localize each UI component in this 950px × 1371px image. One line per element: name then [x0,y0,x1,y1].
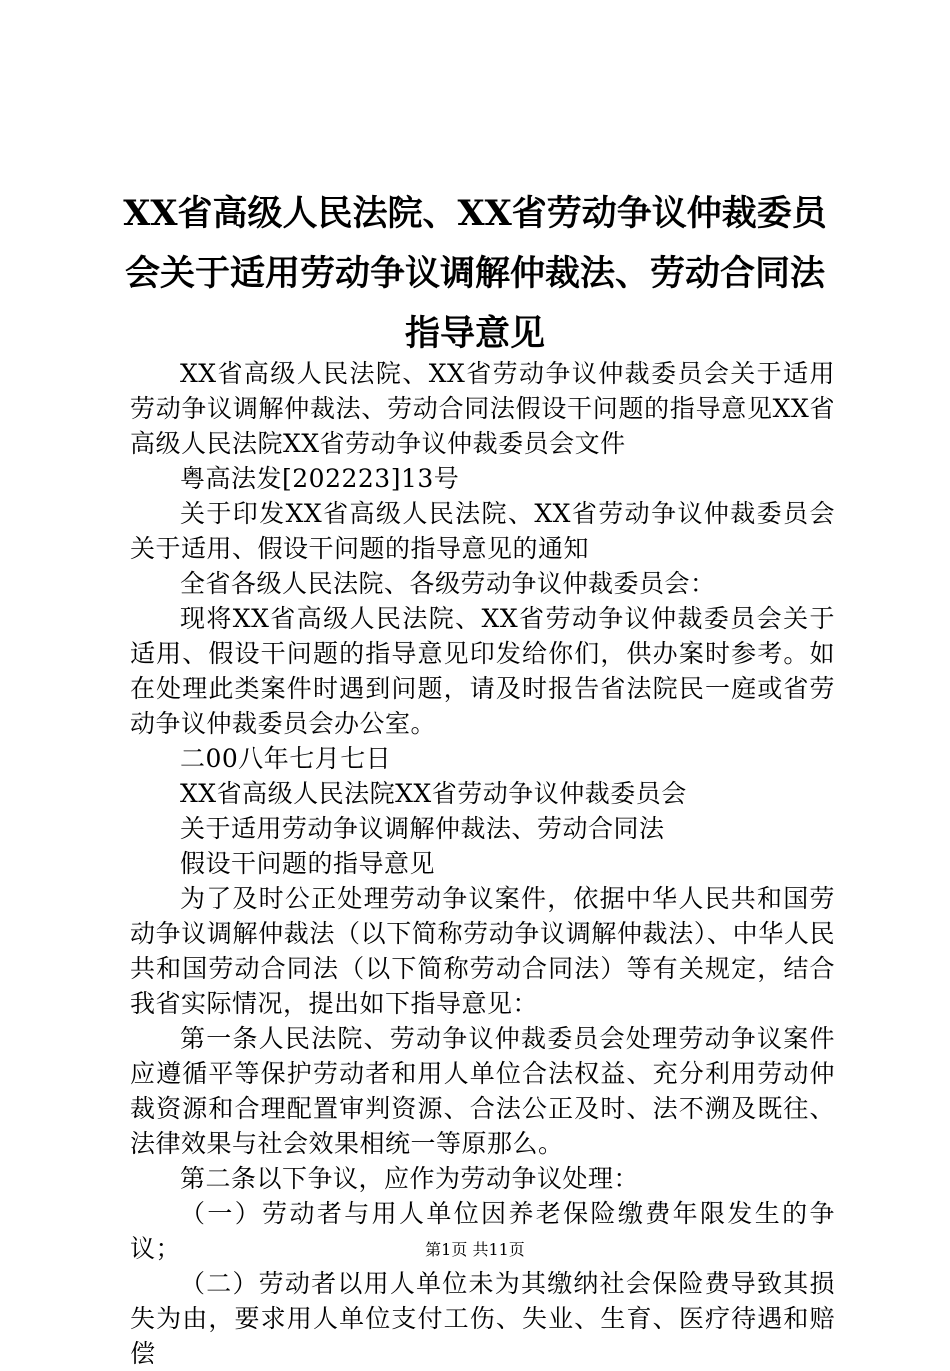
page-indicator: 第1页 共11页 [425,1240,525,1259]
page-footer [0,1240,950,1260]
paragraph: 关于适用劳动争议调解仲裁法、劳动合同法 [180,814,665,843]
document-body [130,356,835,1371]
paragraph: 粤高法发[202223]13号 [180,464,460,493]
paragraph: 全省各级人民法院、各级劳动争议仲裁委员会： [180,569,716,598]
paragraph: 假设干问题的指导意见 [180,849,436,878]
paragraph: （二）劳动者以用人单位未为其缴纳社会保险费导致其损失为由，要求用人单位支付工伤、失业、生育、医疗待遇和赔偿 [130,1269,835,1368]
paragraph: 第一条人民法院、劳动争议仲裁委员会处理劳动争议案件应遵循平等保护劳动者和用人单位合法权益、充分利用劳动仲裁资源和合理配置审判资源、合法公正及时、法不溯及既往、法律效果与社会效果相统一等原那么。 [130,1024,835,1158]
document-title: XX省高级人民法院、XX省劳动争议仲裁委员会关于适用劳动争议调解仲裁法、劳动合同法指导意见 [123,193,827,354]
paragraph: 二00八年七月七日 [180,744,392,773]
paragraph: 关于印发XX省高级人民法院、XX省劳动争议仲裁委员会关于适用、假设干问题的指导意见的通知 [130,499,835,563]
paragraph: XX省高级人民法院XX省劳动争议仲裁委员会 [180,779,687,808]
paragraph: 为了及时公正处理劳动争议案件，依据中华人民共和国劳动争议调解仲裁法（以下简称劳动争议调解仲裁法）、中华人民共和国劳动合同法（以下简称劳动合同法）等有关规定，结合我省实际情况，提出如下指导意见： [130,884,835,1018]
paragraph: （一）劳动者与用人单位因养老保险缴费年限发生的争议； [130,1199,835,1263]
paragraph: 现将XX省高级人民法院、XX省劳动争议仲裁委员会关于适用、假设干问题的指导意见印发给你们，供办案时参考。如在处理此类案件时遇到问题，请及时报告省法院民一庭或省劳动争议仲裁委员会办公室。 [130,604,835,738]
paragraph: 第二条以下争议，应作为劳动争议处理： [180,1164,640,1193]
paragraph: XX省高级人民法院、XX省劳动争议仲裁委员会关于适用劳动争议调解仲裁法、劳动合同法假设干问题的指导意见XX省高级人民法院XX省劳动争议仲裁委员会文件 [130,359,835,458]
